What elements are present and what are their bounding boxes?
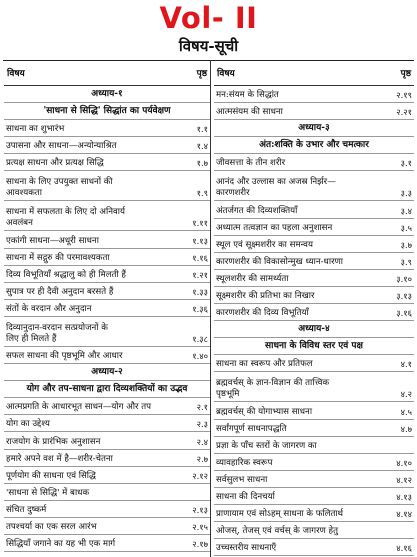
toc-entry[interactable]	[214, 471, 414, 488]
toc-entry[interactable]	[214, 304, 414, 321]
entry-page-number: ४.१२	[396, 474, 412, 485]
entry-page-number: २.४	[196, 436, 208, 447]
entry-title-line2: अवलंबन	[6, 218, 33, 229]
entry-title: साधना का शुभारंभ	[6, 124, 65, 135]
entry-page-number: ४.५	[400, 406, 412, 417]
toc-entry[interactable]	[4, 249, 210, 266]
toc-entry[interactable]	[214, 103, 414, 120]
entry-title: सूक्ष्मशरीर की प्रतिभा का निखार	[216, 291, 315, 302]
toc-entry[interactable]	[214, 420, 414, 437]
entry-title: उपासना और साधना—अन्योन्याश्रित	[6, 141, 117, 152]
entry-title	[216, 177, 386, 199]
entry-title: प्रज्ञा के पाँच स्तरों के जागरण का	[216, 440, 317, 451]
entry-page-number: १.३३	[192, 286, 208, 297]
entry-page-number: ४.१	[400, 359, 412, 370]
entry-title: व्यावहारिक स्वरूप	[216, 457, 273, 468]
entry-title	[6, 207, 182, 229]
subject-header: विषय	[7, 69, 25, 79]
toc-entry[interactable]	[214, 454, 414, 471]
entry-page-number: १.३६	[192, 303, 208, 314]
toc-entry[interactable]	[4, 283, 210, 300]
toc-entry[interactable]	[214, 236, 414, 253]
entry-title-line1: दिव्यानुदान-वरदान सत्प्रयोजनों के	[6, 322, 108, 333]
entry-page-number: ३.१६	[396, 308, 412, 319]
toc-entry[interactable]	[214, 355, 414, 372]
entry-title: राजयोग के प्रारंभिक अनुशासन	[6, 436, 101, 447]
subject-header: विषय	[217, 69, 235, 79]
entry-title: ओजस्, तेजस् एवं वर्चस् के जागरण हेतु	[216, 526, 338, 537]
entry-page-number: ४.१३	[396, 491, 412, 502]
chapter-heading: अंत:शक्ति के उभार और चमत्कार	[214, 137, 414, 154]
entry-title: आत्मप्रगति के आधारभूत साधन—योग और तप	[6, 402, 152, 413]
chapter-heading: अध्याय-२	[4, 364, 210, 381]
entry-page-number: ४.२	[400, 389, 412, 400]
entry-title: साधना में सद्गुरु की परमावश्यकता	[6, 252, 110, 263]
entry-title: हमारे अपने वश में है—शरीर-चेतना	[6, 453, 113, 464]
entry-title: सुपात्र पर ही दैवी अनुदान बरसते हैं	[6, 286, 114, 297]
entry-page-number: २.७	[196, 453, 208, 464]
entry-page-number: ३.७	[400, 239, 412, 250]
toc-entry[interactable]	[214, 539, 414, 556]
entry-page-number: ४.१०	[396, 457, 412, 468]
entry-title: प्रत्यक्ष साधना और प्रत्यक्ष सिद्धि	[6, 158, 104, 169]
entry-title-line2: पृष्ठभूमि	[216, 389, 240, 400]
entry-title: ब्रह्मवर्चस् की योगाभ्यास साधना	[216, 406, 313, 417]
toc-entry[interactable]	[214, 201, 414, 218]
entry-title: संचित दुष्कर्म	[6, 504, 47, 515]
toc-entry[interactable]	[214, 219, 414, 236]
toc-entry[interactable]	[4, 154, 210, 171]
entry-title: सर्वसुलभ साधना	[216, 474, 268, 485]
chapter-heading: अध्याय-३	[214, 120, 414, 137]
toc-entry[interactable]	[4, 347, 210, 364]
entry-title: कारणशरीर की दिव्य विभूतियाँ	[216, 308, 309, 319]
entry-title: दिव्य विभूतियाँ श्रद्धालु को ही मिलती हैं	[6, 269, 126, 280]
toc-entry[interactable]	[214, 372, 414, 402]
toc-entry[interactable]	[4, 120, 210, 137]
toc-entry[interactable]	[214, 154, 414, 171]
entry-title: एकांगी साधना—अधूरी साधना	[6, 235, 99, 246]
entry-page-number: २.१७	[192, 539, 208, 550]
entry-page-number: २.१२	[192, 470, 208, 481]
entry-title: 'साधना से सिद्धि' में बाधक	[6, 487, 90, 498]
entry-page-number: २.२१	[396, 107, 412, 118]
toc-entry[interactable]	[4, 201, 210, 231]
toc-entry[interactable]	[214, 402, 414, 419]
entry-page-number: १.९	[196, 188, 208, 199]
entry-page-number: २.१५	[192, 521, 208, 532]
chapter-heading: अध्याय-४	[214, 321, 414, 338]
entry-title: सफल साधना की पृष्ठभूमि और आधार	[6, 351, 123, 362]
entry-page-number: २.३	[196, 419, 208, 430]
toc-entry[interactable]	[4, 432, 210, 449]
entry-title: स्थूलशरीर की सामर्थ्यता	[216, 273, 289, 284]
entry-page-number: १.२१	[192, 269, 208, 280]
entry-page-number: ३.५	[400, 222, 412, 233]
toc-entry[interactable]	[4, 231, 210, 248]
toc-entry[interactable]	[4, 171, 210, 201]
toc-entry[interactable]	[214, 488, 414, 505]
page-header: पृष्ठ	[400, 69, 411, 79]
entry-page-number: १.१६	[192, 252, 208, 263]
toc-entry[interactable]	[214, 437, 414, 454]
entry-title: प्राणायाम एवं सोऽहम् साधना के फलितार्थ	[216, 509, 344, 520]
entry-title: सिद्धियाँ जगाने का यह भी एक मार्ग	[6, 539, 116, 550]
chapter-heading: साधना के विविध स्तर एवं पक्ष	[214, 338, 414, 355]
entry-title: अंतर्जगत की दिव्यशक्तियाँ	[216, 205, 298, 216]
entry-page-number: ३.१३	[396, 291, 412, 302]
toc-entry[interactable]	[214, 505, 414, 522]
entry-title: पूर्णयोग की साधना एवं सिद्धि	[6, 470, 96, 481]
toc-entry[interactable]	[4, 501, 210, 518]
entry-title-line1: साधना के लिए उपयुक्त साधनों की	[6, 177, 113, 188]
entry-title: योग का उद्देश्य	[6, 419, 50, 430]
toc-entry[interactable]	[4, 467, 210, 484]
column-divider	[210, 60, 211, 557]
chapter-heading: योग और तप-साधना द्वारा दिव्यशक्तियों का उद्भव	[4, 381, 210, 398]
entry-page-number: ३.९	[400, 256, 412, 267]
entry-page-number: १.११	[192, 218, 208, 229]
toc-entry[interactable]	[214, 253, 414, 270]
toc-entry[interactable]	[214, 86, 414, 103]
entry-title	[6, 323, 182, 345]
entry-title: संतों के वरदान और अनुदान	[6, 303, 92, 314]
toc-entry[interactable]	[4, 317, 210, 347]
entry-title-line1: ब्रह्मवर्चस् के ज्ञान-विज्ञान की तात्त्विक	[216, 378, 330, 389]
entry-title	[6, 177, 182, 199]
toc-entry[interactable]	[214, 270, 414, 287]
toc-right-column	[214, 60, 414, 556]
entry-title	[216, 378, 386, 400]
toc-entry[interactable]	[4, 137, 210, 154]
toc-entry[interactable]	[214, 171, 414, 201]
toc-entry[interactable]	[4, 398, 210, 415]
entry-page-number: १.४	[196, 141, 208, 152]
entry-page-number: १.७	[196, 158, 208, 169]
entry-page-number: ३.१०	[396, 273, 412, 284]
column-header	[214, 60, 414, 86]
chapter-heading: अध्याय-१	[4, 86, 210, 103]
entry-title: स्थूल एवं सूक्ष्मशरीर का समन्वय	[216, 239, 313, 250]
entry-title: सर्वांगपूर्ण साधनापद्धति	[216, 423, 287, 434]
column-header	[4, 60, 210, 86]
entry-page-number: ३.३	[400, 188, 412, 199]
entry-title: साधना का स्वरूप और प्रतिफल	[216, 359, 313, 370]
toc-entry[interactable]	[4, 450, 210, 467]
entry-page-number: १.४०	[192, 351, 208, 362]
entry-page-number: ४.१४	[396, 509, 412, 520]
entry-page-number: २.१	[196, 402, 208, 413]
entry-title: मन:संयम के सिद्धांत	[216, 90, 279, 101]
toc-left-column	[4, 60, 210, 552]
entry-page-number: ३.४	[400, 205, 412, 216]
entry-page-number: ४.७	[400, 423, 412, 434]
entry-title-line2: लिए ही मिलते हैं	[6, 333, 57, 344]
page-header: पृष्ठ	[196, 69, 207, 79]
toc-entry[interactable]	[4, 266, 210, 283]
entry-title: कारणशरीर की विकासोन्मुख ध्यान-धारणा	[216, 256, 344, 267]
toc-entry[interactable]	[4, 518, 210, 535]
toc-entry[interactable]	[4, 535, 210, 552]
entry-title-line2: कारणशरीर	[216, 188, 250, 199]
entry-title: आत्मसंयम की साधना	[216, 107, 283, 118]
entry-title-line2: आवश्यकता	[6, 188, 42, 199]
entry-page-number: १.३८	[192, 333, 208, 344]
toc-entry[interactable]	[4, 300, 210, 317]
entry-title: तपश्चर्या का एक सरल आरंभ	[6, 521, 97, 532]
toc-entry[interactable]	[214, 522, 414, 539]
entry-page-number: ४.१६	[396, 543, 412, 554]
entry-title: जीवसत्ता के तीन शरीर	[216, 158, 286, 169]
entry-page-number: २.१३	[192, 504, 208, 515]
toc-entry[interactable]	[4, 415, 210, 432]
entry-page-number: ३.१	[400, 158, 412, 169]
chapter-heading: 'साधना से सिद्धि' सिद्धांत का पर्यवेक्षण	[4, 103, 210, 120]
entry-page-number: २.१९	[396, 90, 412, 101]
volume-heading: Vol- II	[159, 1, 258, 35]
page-title: विषय-सूची	[178, 37, 239, 55]
entry-page-number: १.१३	[192, 235, 208, 246]
entry-title-line1: साधना में सफलता के लिए दो अनिवार्य	[6, 207, 125, 218]
entry-title-line1: आनंद और उल्लास का अजस्र निर्झर—	[216, 177, 336, 188]
toc-entry[interactable]	[214, 287, 414, 304]
toc-entry[interactable]	[4, 484, 210, 501]
entry-title: साधना की दिनचर्या	[216, 491, 275, 502]
entry-title: अध्यात्म तत्वज्ञान का पहला अनुशासन	[216, 222, 333, 233]
entry-title: उच्चस्तरीय साधनाएँ	[216, 543, 277, 554]
entry-page-number: १.१	[196, 124, 208, 135]
